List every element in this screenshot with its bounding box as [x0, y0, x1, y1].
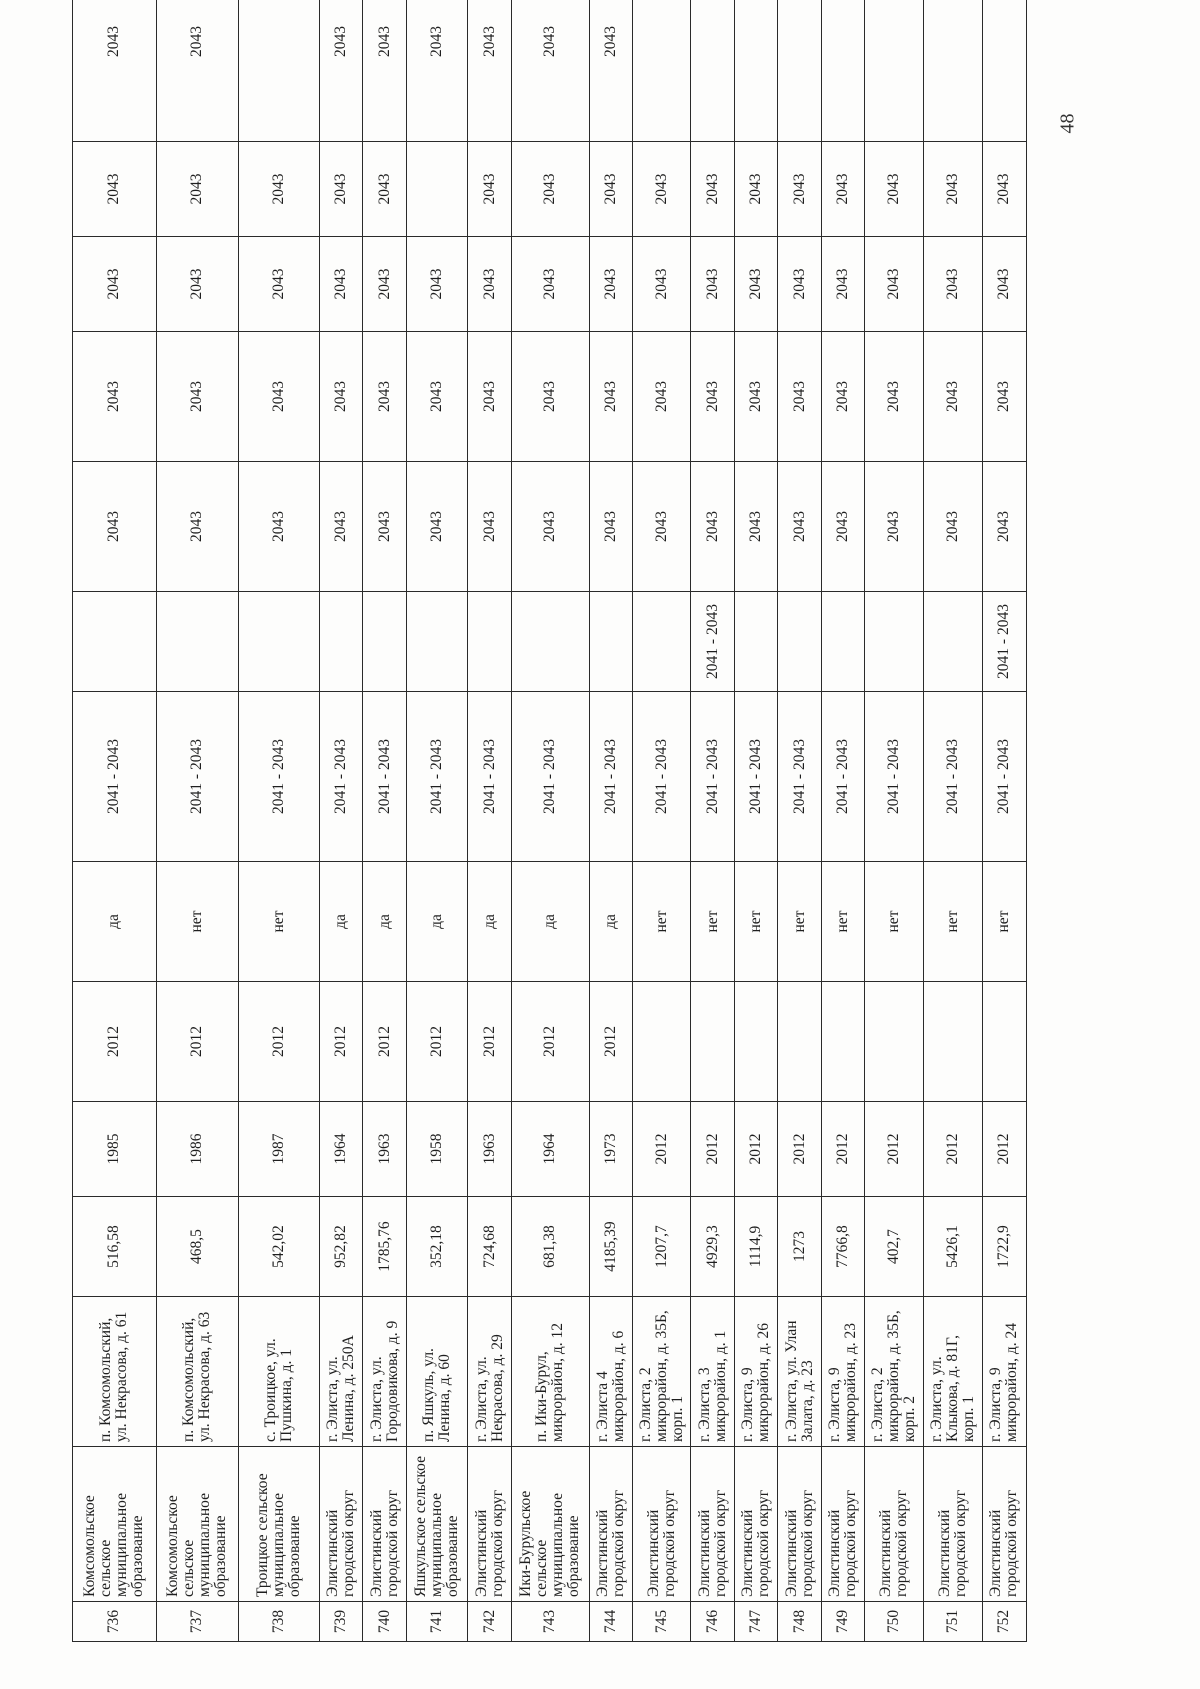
table-row [156, 0, 238, 1642]
year3-cell: 2043 [778, 237, 822, 332]
area-cell: 7766,8 [822, 1197, 865, 1297]
year3-cell: 2043 [238, 237, 320, 332]
row-number: 745 [632, 1602, 691, 1642]
row-number: 740 [363, 1602, 407, 1642]
flag-cell: да [589, 862, 632, 982]
year5-cell [691, 0, 735, 142]
row-number: 742 [468, 1602, 512, 1642]
year2-cell: 2043 [407, 332, 468, 462]
area-cell: 4929,3 [691, 1197, 735, 1297]
year1-cell: 2043 [407, 462, 468, 592]
table-row [73, 0, 157, 1642]
address-cell: г. Элиста 4 микрорайон, д. 6 [589, 1297, 632, 1447]
year-privatization-cell [632, 982, 691, 1102]
year1-cell: 2043 [73, 462, 157, 592]
municipality-cell: Элистинский городской округ [320, 1447, 363, 1602]
period-cell: 2041 - 2043 [589, 692, 632, 862]
flag-cell: нет [632, 862, 691, 982]
period2-cell [632, 592, 691, 692]
municipality-cell: Элистинский городской округ [778, 1447, 822, 1602]
period-cell: 2041 - 2043 [320, 692, 363, 862]
municipality-cell: Элистинский городской округ [468, 1447, 512, 1602]
table-row [778, 0, 822, 1642]
year2-cell: 2043 [512, 332, 590, 462]
municipality-cell: Элистинский городской округ [632, 1447, 691, 1602]
period2-cell [363, 592, 407, 692]
year2-cell: 2043 [363, 332, 407, 462]
period2-cell [407, 592, 468, 692]
row-number: 748 [778, 1602, 822, 1642]
period-cell: 2041 - 2043 [982, 692, 1026, 862]
address-cell: г. Элиста, ул. Клыкова, д. 81Г, корп. 1 [924, 1297, 983, 1447]
area-cell: 1207,7 [632, 1197, 691, 1297]
address-cell: г. Элиста, ул. Городовикова, д. 9 [363, 1297, 407, 1447]
municipality-cell: Элистинский городской округ [735, 1447, 778, 1602]
year1-cell: 2043 [363, 462, 407, 592]
year3-cell: 2043 [735, 237, 778, 332]
flag-cell: да [73, 862, 157, 982]
area-cell: 402,7 [865, 1197, 924, 1297]
period2-cell [156, 592, 238, 692]
page-number: 48 [1056, 113, 1079, 134]
year5-cell: 2043 [589, 0, 632, 142]
year-built-cell: 2012 [822, 1102, 865, 1197]
municipality-cell: Элистинский городской округ [589, 1447, 632, 1602]
period2-cell: 2041 - 2043 [691, 592, 735, 692]
year-privatization-cell: 2012 [407, 982, 468, 1102]
row-number: 752 [982, 1602, 1026, 1642]
flag-cell: да [468, 862, 512, 982]
table-row [407, 0, 468, 1642]
year3-cell: 2043 [320, 237, 363, 332]
year4-cell: 2043 [982, 142, 1026, 237]
area-cell: 516,58 [73, 1197, 157, 1297]
row-number: 741 [407, 1602, 468, 1642]
address-cell: г. Элиста, 9 микрорайон, д. 26 [735, 1297, 778, 1447]
year2-cell: 2043 [691, 332, 735, 462]
year-built-cell: 2012 [865, 1102, 924, 1197]
year2-cell: 2043 [865, 332, 924, 462]
period-cell: 2041 - 2043 [735, 692, 778, 862]
year3-cell: 2043 [822, 237, 865, 332]
year2-cell: 2043 [778, 332, 822, 462]
period2-cell [589, 592, 632, 692]
area-cell: 1722,9 [982, 1197, 1026, 1297]
year5-cell: 2043 [156, 0, 238, 142]
table-row [632, 0, 691, 1642]
year-built-cell: 1963 [363, 1102, 407, 1197]
period2-cell [512, 592, 590, 692]
year-built-cell: 2012 [735, 1102, 778, 1197]
municipality-cell: Ики-Бурульское сельское муниципальное образование [512, 1447, 590, 1602]
year-privatization-cell [924, 982, 983, 1102]
year-privatization-cell [691, 982, 735, 1102]
year1-cell: 2043 [691, 462, 735, 592]
period-cell: 2041 - 2043 [73, 692, 157, 862]
year2-cell: 2043 [238, 332, 320, 462]
municipality-cell: Элистинский городской округ [822, 1447, 865, 1602]
year5-cell [778, 0, 822, 142]
year-built-cell: 2012 [632, 1102, 691, 1197]
year3-cell: 2043 [73, 237, 157, 332]
year-privatization-cell [735, 982, 778, 1102]
table-row [238, 0, 320, 1642]
address-cell: г. Элиста, 2 микрорайон, д. 35Б, корп. 1 [632, 1297, 691, 1447]
row-number: 746 [691, 1602, 735, 1642]
year4-cell: 2043 [924, 142, 983, 237]
row-number: 743 [512, 1602, 590, 1642]
table-row [924, 0, 983, 1642]
period-cell: 2041 - 2043 [512, 692, 590, 862]
year5-cell: 2043 [320, 0, 363, 142]
year3-cell: 2043 [632, 237, 691, 332]
area-cell: 681,38 [512, 1197, 590, 1297]
row-number: 747 [735, 1602, 778, 1642]
period-cell: 2041 - 2043 [156, 692, 238, 862]
area-cell: 1273 [778, 1197, 822, 1297]
year5-cell [924, 0, 983, 142]
flag-cell: нет [865, 862, 924, 982]
year1-cell: 2043 [924, 462, 983, 592]
row-number: 736 [73, 1602, 157, 1642]
year4-cell: 2043 [822, 142, 865, 237]
year-built-cell: 2012 [924, 1102, 983, 1197]
period-cell: 2041 - 2043 [407, 692, 468, 862]
year-built-cell: 1963 [468, 1102, 512, 1197]
year1-cell: 2043 [735, 462, 778, 592]
area-cell: 352,18 [407, 1197, 468, 1297]
period2-cell [320, 592, 363, 692]
year-built-cell: 2012 [982, 1102, 1026, 1197]
year-built-cell: 1964 [320, 1102, 363, 1197]
address-cell: г. Элиста, 2 микрорайон, д. 35Б, корп. 2 [865, 1297, 924, 1447]
housing-table [72, 0, 1027, 1642]
year1-cell: 2043 [632, 462, 691, 592]
year-built-cell: 2012 [691, 1102, 735, 1197]
year1-cell: 2043 [468, 462, 512, 592]
municipality-cell: Комсомольское сельское муниципальное образование [73, 1447, 157, 1602]
municipality-cell: Элистинский городской округ [691, 1447, 735, 1602]
flag-cell: нет [691, 862, 735, 982]
table-row [512, 0, 590, 1642]
table-row [363, 0, 407, 1642]
year-privatization-cell [778, 982, 822, 1102]
year-privatization-cell: 2012 [363, 982, 407, 1102]
area-cell: 4185,39 [589, 1197, 632, 1297]
table-body [73, 0, 1027, 1642]
flag-cell: да [512, 862, 590, 982]
row-number: 739 [320, 1602, 363, 1642]
row-number: 738 [238, 1602, 320, 1642]
row-number: 749 [822, 1602, 865, 1642]
address-cell: г. Элиста, 3 микрорайон, д. 1 [691, 1297, 735, 1447]
year4-cell: 2043 [735, 142, 778, 237]
year-built-cell: 1973 [589, 1102, 632, 1197]
year2-cell: 2043 [822, 332, 865, 462]
year1-cell: 2043 [822, 462, 865, 592]
period2-cell [238, 592, 320, 692]
address-cell: п. Ики-Бурул, микрорайон, д. 12 [512, 1297, 590, 1447]
year5-cell: 2043 [468, 0, 512, 142]
year2-cell: 2043 [156, 332, 238, 462]
year-privatization-cell: 2012 [238, 982, 320, 1102]
year3-cell: 2043 [468, 237, 512, 332]
year5-cell [865, 0, 924, 142]
year-privatization-cell [865, 982, 924, 1102]
address-cell: п. Комсомольский, ул. Некрасова, д. 63 [156, 1297, 238, 1447]
table-row [822, 0, 865, 1642]
flag-cell: нет [778, 862, 822, 982]
year-privatization-cell [822, 982, 865, 1102]
table-row [320, 0, 363, 1642]
year1-cell: 2043 [238, 462, 320, 592]
area-cell: 952,82 [320, 1197, 363, 1297]
year2-cell: 2043 [468, 332, 512, 462]
area-cell: 1114,9 [735, 1197, 778, 1297]
year3-cell: 2043 [363, 237, 407, 332]
year4-cell: 2043 [73, 142, 157, 237]
address-cell: с. Троицкое, ул. Пушкина, д. 1 [238, 1297, 320, 1447]
period2-cell [778, 592, 822, 692]
address-cell: г. Элиста, ул. Улан Залата, д. 23 [778, 1297, 822, 1447]
year3-cell: 2043 [407, 237, 468, 332]
year1-cell: 2043 [512, 462, 590, 592]
flag-cell: да [320, 862, 363, 982]
period-cell: 2041 - 2043 [822, 692, 865, 862]
flag-cell: нет [238, 862, 320, 982]
year3-cell: 2043 [691, 237, 735, 332]
year5-cell [238, 0, 320, 142]
table-row [865, 0, 924, 1642]
row-number: 750 [865, 1602, 924, 1642]
table-row [735, 0, 778, 1642]
year4-cell: 2043 [865, 142, 924, 237]
flag-cell: нет [735, 862, 778, 982]
year-built-cell: 1958 [407, 1102, 468, 1197]
year1-cell: 2043 [865, 462, 924, 592]
row-number: 751 [924, 1602, 983, 1642]
municipality-cell: Элистинский городской округ [924, 1447, 983, 1602]
period2-cell [468, 592, 512, 692]
period-cell: 2041 - 2043 [632, 692, 691, 862]
period-cell: 2041 - 2043 [468, 692, 512, 862]
area-cell: 468,5 [156, 1197, 238, 1297]
flag-cell: нет [982, 862, 1026, 982]
area-cell: 1785,76 [363, 1197, 407, 1297]
year5-cell: 2043 [363, 0, 407, 142]
address-cell: п. Яшкуль, ул. Ленина, д. 60 [407, 1297, 468, 1447]
table-row [691, 0, 735, 1642]
year4-cell: 2043 [468, 142, 512, 237]
year-built-cell: 1985 [73, 1102, 157, 1197]
year3-cell: 2043 [512, 237, 590, 332]
year-built-cell: 1987 [238, 1102, 320, 1197]
year5-cell: 2043 [73, 0, 157, 142]
area-cell: 724,68 [468, 1197, 512, 1297]
year4-cell: 2043 [363, 142, 407, 237]
year4-cell: 2043 [778, 142, 822, 237]
period2-cell [73, 592, 157, 692]
row-number: 744 [589, 1602, 632, 1642]
year4-cell: 2043 [238, 142, 320, 237]
year5-cell: 2043 [512, 0, 590, 142]
flag-cell: да [407, 862, 468, 982]
year-privatization-cell [982, 982, 1026, 1102]
year3-cell: 2043 [156, 237, 238, 332]
table-row [589, 0, 632, 1642]
period2-cell [924, 592, 983, 692]
period-cell: 2041 - 2043 [924, 692, 983, 862]
year-built-cell: 2012 [778, 1102, 822, 1197]
year5-cell [735, 0, 778, 142]
area-cell: 542,02 [238, 1197, 320, 1297]
year4-cell: 2043 [691, 142, 735, 237]
year4-cell: 2043 [512, 142, 590, 237]
year2-cell: 2043 [632, 332, 691, 462]
address-cell: г. Элиста, 9 микрорайон, д. 23 [822, 1297, 865, 1447]
year4-cell: 2043 [156, 142, 238, 237]
year-privatization-cell: 2012 [512, 982, 590, 1102]
period-cell: 2041 - 2043 [865, 692, 924, 862]
table-row [982, 0, 1026, 1642]
year-built-cell: 1964 [512, 1102, 590, 1197]
year5-cell [632, 0, 691, 142]
year1-cell: 2043 [589, 462, 632, 592]
year2-cell: 2043 [73, 332, 157, 462]
year2-cell: 2043 [589, 332, 632, 462]
flag-cell: нет [822, 862, 865, 982]
period-cell: 2041 - 2043 [363, 692, 407, 862]
municipality-cell: Троицкое сельское муниципальное образование [238, 1447, 320, 1602]
rotated-table-container [72, 26, 1027, 1642]
year3-cell: 2043 [865, 237, 924, 332]
year-built-cell: 1986 [156, 1102, 238, 1197]
flag-cell: да [363, 862, 407, 982]
year-privatization-cell: 2012 [73, 982, 157, 1102]
year1-cell: 2043 [982, 462, 1026, 592]
period2-cell [735, 592, 778, 692]
flag-cell: нет [156, 862, 238, 982]
year-privatization-cell: 2012 [156, 982, 238, 1102]
year1-cell: 2043 [320, 462, 363, 592]
year3-cell: 2043 [924, 237, 983, 332]
period-cell: 2041 - 2043 [691, 692, 735, 862]
period2-cell [822, 592, 865, 692]
year2-cell: 2043 [924, 332, 983, 462]
year1-cell: 2043 [778, 462, 822, 592]
address-cell: г. Элиста, ул. Некрасова, д. 29 [468, 1297, 512, 1447]
address-cell: п. Комсомольский, ул. Некрасова, д. 61 [73, 1297, 157, 1447]
table-row [468, 0, 512, 1642]
year2-cell: 2043 [735, 332, 778, 462]
year3-cell: 2043 [589, 237, 632, 332]
year5-cell [982, 0, 1026, 142]
year4-cell [407, 142, 468, 237]
municipality-cell: Элистинский городской округ [865, 1447, 924, 1602]
municipality-cell: Элистинский городской округ [982, 1447, 1026, 1602]
year-privatization-cell: 2012 [320, 982, 363, 1102]
year-privatization-cell: 2012 [468, 982, 512, 1102]
year4-cell: 2043 [320, 142, 363, 237]
address-cell: г. Элиста, ул. Ленина, д. 250А [320, 1297, 363, 1447]
period-cell: 2041 - 2043 [778, 692, 822, 862]
area-cell: 5426,1 [924, 1197, 983, 1297]
year5-cell: 2043 [407, 0, 468, 142]
year3-cell: 2043 [982, 237, 1026, 332]
period2-cell [865, 592, 924, 692]
year4-cell: 2043 [589, 142, 632, 237]
year1-cell: 2043 [156, 462, 238, 592]
year2-cell: 2043 [320, 332, 363, 462]
period-cell: 2041 - 2043 [238, 692, 320, 862]
year-privatization-cell: 2012 [589, 982, 632, 1102]
address-cell: г. Элиста, 9 микрорайон, д. 24 [982, 1297, 1026, 1447]
period2-cell: 2041 - 2043 [982, 592, 1026, 692]
year4-cell: 2043 [632, 142, 691, 237]
row-number: 737 [156, 1602, 238, 1642]
year5-cell [822, 0, 865, 142]
year2-cell: 2043 [982, 332, 1026, 462]
flag-cell: нет [924, 862, 983, 982]
municipality-cell: Элистинский городской округ [363, 1447, 407, 1602]
municipality-cell: Яшкульское сельское муниципальное образование [407, 1447, 468, 1602]
municipality-cell: Комсомольское сельское муниципальное образование [156, 1447, 238, 1602]
